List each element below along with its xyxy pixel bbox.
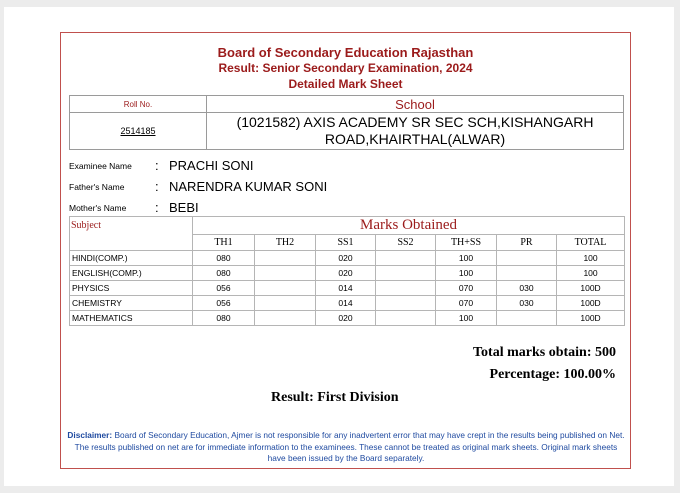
disclaimer-text: Board of Secondary Education, Ajmer is not responsible for any inadvertent error that may have crept in the results being published on Net. The results published on net are for immediate information to the examinees. These cannot be treated as original mark sheets. Original mark sheets have been issued by the Board separately.: [74, 430, 625, 463]
th1-cell: 056: [193, 281, 255, 296]
ss1-cell: 014: [316, 296, 376, 311]
marks-table: [69, 216, 625, 326]
result-division: Result: First Division: [271, 390, 399, 405]
th1-cell: 056: [193, 296, 255, 311]
disclaimer: [67, 430, 625, 465]
marks-obtained-header: Marks Obtained: [193, 217, 625, 235]
roll-school-table: [69, 95, 624, 150]
table-row: [70, 311, 625, 326]
th2-cell: [255, 311, 316, 326]
total-cell: 100D: [557, 281, 625, 296]
father-name-label: Father's Name: [69, 182, 125, 192]
ss1-cell: 020: [316, 251, 376, 266]
pr-cell: [497, 266, 557, 281]
mark-sheet-page: [4, 7, 674, 486]
ss2-cell: [376, 281, 436, 296]
total-cell: 100: [557, 251, 625, 266]
pr-cell: 030: [497, 296, 557, 311]
col-ss1-header: SS1: [316, 235, 376, 251]
ss1-cell: 020: [316, 266, 376, 281]
pr-cell: [497, 251, 557, 266]
thss-cell: 070: [436, 296, 497, 311]
col-ss2-header: SS2: [376, 235, 436, 251]
examinee-name-label: Examinee Name: [69, 161, 132, 171]
subject-cell: PHYSICS: [70, 281, 193, 296]
th2-cell: [255, 296, 316, 311]
ss2-cell: [376, 296, 436, 311]
subject-cell: MATHEMATICS: [70, 311, 193, 326]
board-title: Board of Secondary Education Rajasthan: [217, 45, 474, 60]
ss2-cell: [376, 311, 436, 326]
table-row: [70, 281, 625, 296]
thss-cell: 100: [436, 311, 497, 326]
school-name: [207, 113, 624, 150]
school-name-line2: ROAD,KHAIRTHAL(ALWAR): [324, 131, 506, 147]
th1-cell: 080: [193, 266, 255, 281]
col-th2-header: TH2: [255, 235, 316, 251]
total-cell: 100: [557, 266, 625, 281]
roll-label: Roll No.: [70, 96, 207, 113]
school-name-line1: (1021582) AXIS ACADEMY SR SEC SCH,KISHANGARH: [236, 114, 594, 130]
subject-cell: CHEMISTRY: [70, 296, 193, 311]
total-cell: 100D: [557, 311, 625, 326]
pr-cell: 030: [497, 281, 557, 296]
thss-cell: 100: [436, 266, 497, 281]
total-cell: 100D: [557, 296, 625, 311]
th2-cell: [255, 281, 316, 296]
subject-cell: ENGLISH(COMP.): [70, 266, 193, 281]
disclaimer-label: Disclaimer:: [67, 430, 113, 440]
father-name-value: NARENDRA KUMAR SONI: [169, 179, 328, 194]
ss1-cell: 020: [316, 311, 376, 326]
mother-name-colon: :: [155, 200, 159, 215]
thss-cell: 100: [436, 251, 497, 266]
col-pr-header: PR: [497, 235, 557, 251]
subject-cell: HINDI(COMP.): [70, 251, 193, 266]
ss2-cell: [376, 266, 436, 281]
ss2-cell: [376, 251, 436, 266]
col-total-header: TOTAL: [557, 235, 625, 251]
examinee-name-value: PRACHI SONI: [169, 158, 254, 173]
school-label: School: [207, 96, 624, 113]
table-row: [70, 296, 625, 311]
mother-name-label: Mother's Name: [69, 203, 127, 213]
mark-sheet-frame: [60, 32, 631, 469]
col-thss-header: TH+SS: [436, 235, 497, 251]
thss-cell: 070: [436, 281, 497, 296]
th1-cell: 080: [193, 311, 255, 326]
col-th1-header: TH1: [193, 235, 255, 251]
th2-cell: [255, 266, 316, 281]
percentage-label: Percentage:: [489, 367, 560, 382]
total-marks-label: Total marks obtain:: [472, 345, 592, 360]
total-marks: [473, 345, 616, 361]
pr-cell: [497, 311, 557, 326]
percentage: [490, 367, 616, 383]
total-marks-value: 500: [595, 345, 616, 360]
exam-title: Result: Senior Secondary Examination, 2024: [218, 61, 473, 75]
examinee-name-colon: :: [155, 158, 159, 173]
subject-header: Subject: [70, 217, 193, 251]
roll-number: 2514185: [70, 113, 207, 150]
table-row: [70, 251, 625, 266]
sheet-title: Detailed Mark Sheet: [288, 77, 403, 91]
percentage-value: 100.00%: [563, 367, 616, 382]
th2-cell: [255, 251, 316, 266]
father-name-colon: :: [155, 179, 159, 194]
mother-name-value: BEBI: [169, 200, 199, 215]
ss1-cell: 014: [316, 281, 376, 296]
table-row: [70, 266, 625, 281]
th1-cell: 080: [193, 251, 255, 266]
